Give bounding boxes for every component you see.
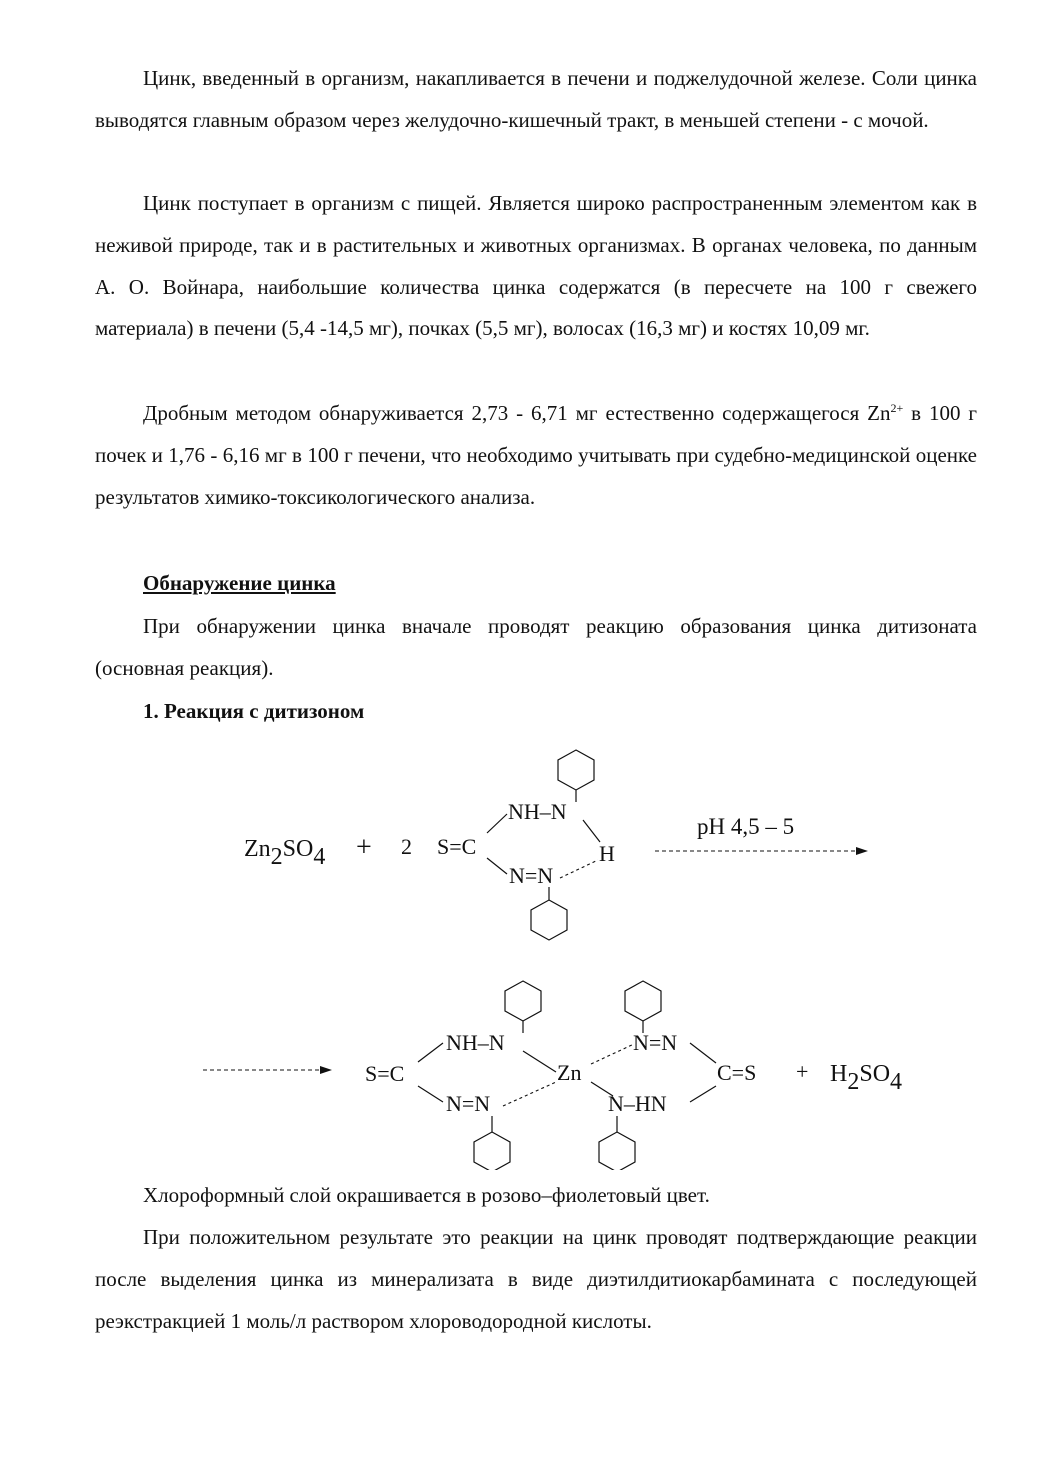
dithizone-n-eq-n: N=N: [509, 863, 554, 888]
phenyl-ring-product-2: [625, 981, 661, 1021]
paragraph-confirmatory-reactions: При положительном результате это реакции на цинк проводят подтверждающие реакции после выделения цинка из минерализата в виде диэтилдитиокарбамината с последующей реэкстракцией 1 моль/л раствором хлороводородной кислоты.: [95, 1225, 977, 1333]
arrow-head-2: [320, 1066, 332, 1074]
p3-text-1: Дробным методом обнаруживается 2,73 - 6,71 мг естественно содержащегося Zn: [143, 401, 891, 425]
bond-p-n-zn: [523, 1051, 556, 1072]
paragraph-fractional-method: [95, 393, 977, 518]
heading-zinc-detection: Обнаружение цинка: [143, 571, 336, 595]
coefficient-2: 2: [401, 834, 412, 859]
dithizone-h: H: [599, 841, 615, 866]
phenyl-ring-product-1: [505, 981, 541, 1021]
product-right-c-eq-s: C=S: [717, 1060, 757, 1085]
bond-p-c-nh: [418, 1043, 443, 1062]
bond-n-c-right: [690, 1043, 716, 1063]
reaction-conditions: pH 4,5 – 5: [697, 814, 795, 839]
product-left-nh-n: NH–N: [446, 1030, 505, 1055]
phenyl-ring-product-4: [599, 1132, 635, 1170]
plus-sign-1: +: [356, 832, 372, 863]
phenyl-ring-product-3: [474, 1132, 510, 1170]
paragraph-chloroform-layer: Хлороформный слой окрашивается в розово–фиолетовый цвет.: [143, 1183, 710, 1207]
phenyl-ring-top: [558, 750, 594, 790]
dithizone-s-eq-c: S=C: [437, 834, 477, 859]
bond-n-h: [583, 820, 600, 842]
coord-bond-left: [503, 1082, 556, 1106]
product-zinc: Zn: [557, 1060, 582, 1085]
product-left-n-eq-n: N=N: [446, 1091, 491, 1116]
reaction-scheme: [0, 730, 1039, 1170]
dithizone-nh-n: NH–N: [508, 799, 567, 824]
product-sulfuric-acid: H2SO4: [830, 1061, 903, 1095]
reactant-zinc-sulfate: Zn2SO4: [244, 836, 326, 870]
product-right-n-eq-n: N=N: [633, 1030, 678, 1055]
bond-c-nh: [487, 814, 507, 833]
bond-p-c-n: [418, 1086, 443, 1102]
paragraph-zinc-sources: Цинк поступает в организм с пищей. Является широко распространенным элементом как в неживой природе, так и в растительных и животных организмах. В органах человека, по данным А. О. Войнара, наибольшие количества цинка содержатся (в пересчете на 100 г свежего материала) в печени (5,4 -14,5 мг), почках (5,5 мг), волосах (16,3 мг) и костях 10,09 мг.: [95, 191, 977, 341]
bond-hn-c-right: [690, 1086, 716, 1102]
hydrogen-bond: [560, 860, 598, 878]
paragraph-detection-intro: При обнаружении цинка вначале проводят реакцию образования цинка дитизоната (основная реакция).: [95, 614, 977, 680]
phenyl-ring-bottom: [531, 900, 567, 940]
bond-c-n: [487, 858, 507, 874]
coord-bond-right: [591, 1044, 634, 1064]
plus-sign-2: +: [796, 1059, 809, 1084]
zn-charge-superscript: 2+: [890, 401, 904, 415]
product-left-s-eq-c: S=C: [365, 1061, 405, 1086]
p3-text-2: в 100 г почек и 1,76 - 6,16 мг в 100 г печени, что необходимо учитывать при судебно-медицинской оценке результатов химико-токсикологического анализа.: [95, 401, 978, 509]
product-right-n-hn: N–HN: [608, 1091, 667, 1116]
heading-dithizone-reaction: 1. Реакция с дитизоном: [143, 699, 365, 723]
bond-zn-n: [591, 1082, 613, 1096]
paragraph-zinc-accumulation: Цинк, введенный в организм, накапливается в печени и поджелудочной железе. Соли цинка выводятся главным образом через желудочно-кишечный тракт, в меньшей степени - с мочой.: [95, 66, 977, 132]
arrow-head-1: [856, 847, 868, 855]
